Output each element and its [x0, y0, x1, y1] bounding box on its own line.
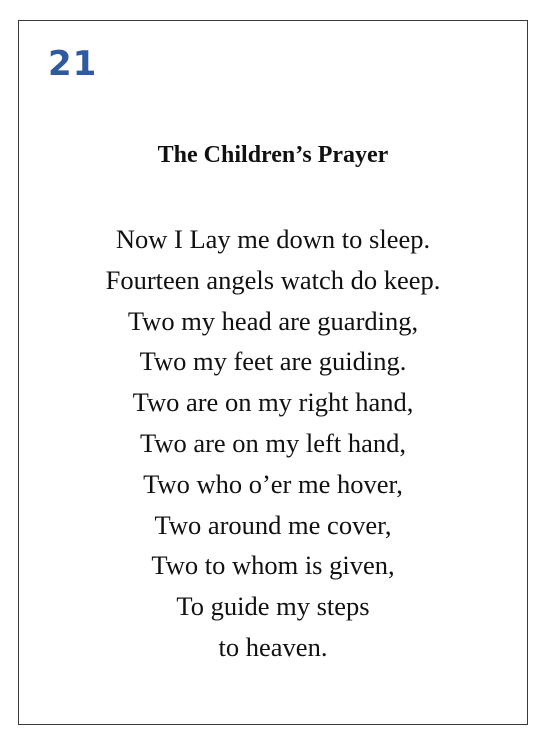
- poem-body: [19, 219, 527, 668]
- poem-line: Two who o’er me hover,: [143, 468, 403, 499]
- poem-line: Two my head are guarding,: [127, 305, 419, 336]
- poem-line: Fourteen angels watch do keep.: [105, 264, 441, 295]
- page-number: 21: [48, 44, 98, 84]
- poem-line: Two are on my left hand,: [139, 427, 406, 458]
- poem-line: Two to whom is given,: [151, 550, 395, 581]
- poem-line: Now I Lay me down to sleep.: [115, 224, 431, 254]
- poem-title: The Children’s Prayer: [157, 142, 389, 168]
- poem-line: Two my feet are guiding.: [139, 346, 407, 377]
- prayer-card: [18, 20, 528, 725]
- poem-line: To guide my steps: [176, 591, 370, 622]
- poem-line: Two around me cover,: [154, 509, 392, 540]
- poem-line: Two are on my right hand,: [132, 387, 414, 418]
- poem-line: to heaven.: [218, 631, 328, 662]
